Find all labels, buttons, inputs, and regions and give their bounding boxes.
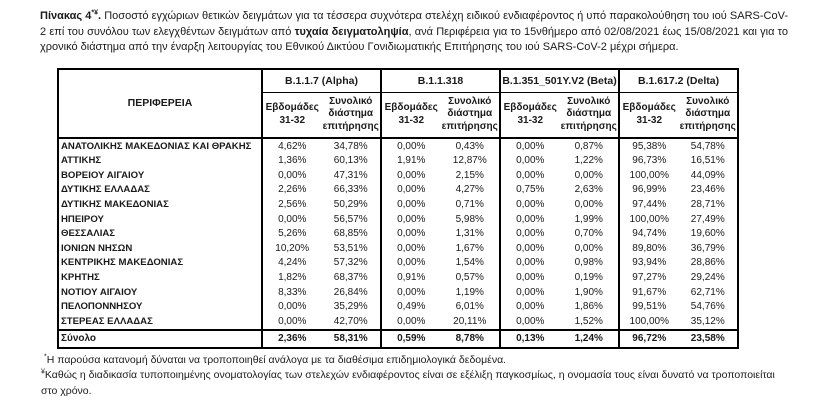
subheader-total-period: Συνολικό διάστημα επιτήρησης <box>679 92 739 138</box>
table-row <box>58 226 738 241</box>
subheader-weeks: Εβδομάδες 31-32 <box>500 92 560 138</box>
value-cell: 0,19% <box>574 271 603 283</box>
value-cell: 54,76% <box>690 301 725 313</box>
total-value-cell: 8,78% <box>441 330 501 349</box>
value-cell: 0,00% <box>500 226 560 241</box>
region-cell: ΒΟΡΕΙΟΥ ΑΙΓΑΙΟΥ <box>61 169 145 181</box>
value-cell: 1,91% <box>381 153 441 168</box>
value-cell: 0,98% <box>574 257 603 269</box>
value-cell: 0,00% <box>381 197 441 212</box>
subheader-total-period: Συνολικό διάστημα επιτήρησης <box>560 92 620 138</box>
table-row <box>58 153 738 168</box>
value-cell: 0,00% <box>381 168 441 183</box>
value-cell: 0,00% <box>381 138 441 154</box>
value-cell: 93,94% <box>619 256 679 271</box>
table-row <box>58 241 738 256</box>
value-cell: 6,01% <box>455 301 484 313</box>
table-caption <box>40 9 788 56</box>
value-cell: 0,57% <box>455 271 484 283</box>
value-cell: 57,32% <box>333 257 368 269</box>
value-cell: 0,70% <box>574 228 603 240</box>
value-cell: 10,20% <box>262 241 322 256</box>
value-cell: 0,00% <box>500 168 560 183</box>
value-cell: 60,13% <box>333 155 368 167</box>
column-header-variant-delta: B.1.617.2 (Delta) <box>619 69 738 93</box>
value-cell: 66,33% <box>333 184 368 196</box>
value-cell: 96,73% <box>619 153 679 168</box>
value-cell: 1,19% <box>455 286 484 298</box>
table-row <box>58 270 738 285</box>
value-cell: 12,87% <box>452 155 487 167</box>
value-cell: 5,98% <box>455 213 484 225</box>
table-row <box>58 197 738 212</box>
column-header-variant-b11318: B.1.1.318 <box>381 69 500 93</box>
value-cell: 68,37% <box>333 271 368 283</box>
header-row-variants <box>58 69 738 93</box>
table-row <box>58 314 738 330</box>
caption-period: . <box>98 10 102 22</box>
value-cell: 34,78% <box>333 140 368 152</box>
value-cell: 54,78% <box>690 140 725 152</box>
value-cell: 99,51% <box>619 299 679 314</box>
value-cell: 8,33% <box>262 285 322 300</box>
total-label: Σύνολο <box>58 330 262 349</box>
value-cell: 42,70% <box>333 315 368 327</box>
total-row <box>58 330 738 349</box>
value-cell: 1,36% <box>262 153 322 168</box>
caption-text-1: Ποσοστό εγχώριων θετικών δειγμάτων για τα τέσσερα συχνότερα στελέχη ειδικού ενδιαφέροντος ή υπό παρακολούθηση του ιού SARS-CoV-2 επί του συνόλου των ελεγχθέντων δειγμάτων από <box>40 10 788 38</box>
table-body <box>58 138 738 330</box>
value-cell: 35,12% <box>690 315 725 327</box>
value-cell: 56,57% <box>333 213 368 225</box>
value-cell: 94,74% <box>619 226 679 241</box>
value-cell: 1,52% <box>574 315 603 327</box>
table-row <box>58 183 738 198</box>
value-cell: 0,00% <box>262 314 322 330</box>
region-cell: ΚΡΗΤΗΣ <box>61 271 100 283</box>
value-cell: 1,22% <box>574 155 603 167</box>
value-cell: 27,49% <box>690 213 725 225</box>
value-cell: 0,00% <box>574 242 603 254</box>
value-cell: 0,00% <box>381 241 441 256</box>
value-cell: 0,49% <box>381 299 441 314</box>
footnote-yen-marker: ¥ <box>41 368 45 376</box>
footnote-nomenclature <box>41 368 788 399</box>
value-cell: 0,00% <box>381 212 441 227</box>
footnote-text: Η παρούσα κατανομή δύναται να τροποποιηθεί ανάλογα με τα διαθέσιμα επιδημιολογικά δεδομένα. <box>46 354 507 366</box>
value-cell: 19,60% <box>690 228 725 240</box>
value-cell: 0,00% <box>381 285 441 300</box>
value-cell: 4,24% <box>262 256 322 271</box>
value-cell: 0,00% <box>500 299 560 314</box>
region-cell: ΣΤΕΡΕΑΣ ΕΛΛΑΔΑΣ <box>61 315 153 327</box>
value-cell: 5,26% <box>262 226 322 241</box>
value-cell: 1,54% <box>455 257 484 269</box>
value-cell: 97,27% <box>619 270 679 285</box>
column-header-region: ΠΕΡΙΦΕΡΕΙΑ <box>58 69 262 138</box>
value-cell: 44,09% <box>690 169 725 181</box>
caption-bold-phrase: τυχαία δειγματοληψία <box>294 25 409 38</box>
variants-by-region-table <box>57 68 739 349</box>
total-value-cell: 23,58% <box>679 330 739 349</box>
table-row <box>58 299 738 314</box>
value-cell: 29,24% <box>690 271 725 283</box>
footnote-text: Καθώς η διαδικασία τυποποιημένης ονοματολογίας των στελεχών ενδιαφέροντος είναι σε εξέλιξη παγκοσμίως, η ονομασία τους είναι δυνατό να τροποποιείται στο χρόνο. <box>41 369 775 397</box>
value-cell: 0,00% <box>500 197 560 212</box>
value-cell: 50,29% <box>333 198 368 210</box>
table-row <box>58 212 738 227</box>
value-cell: 0,00% <box>500 153 560 168</box>
total-value-cell: 0,59% <box>381 330 441 349</box>
value-cell: 1,31% <box>455 228 484 240</box>
value-cell: 0,00% <box>262 168 322 183</box>
value-cell: 36,79% <box>690 242 725 254</box>
caption-text-2: , ανά Περιφέρεια για το 15νθήμερο από 02/08/2021 έως 15/08/2021 και για το χρονικό διάστημα από την έναρξη λειτουργίας του Εθνικού Δικτύου Γονιδιωματικής Επιτήρησης του ιού SARS-CoV-2 μέχρι σήμερα. <box>40 25 788 54</box>
value-cell: 0,00% <box>574 198 603 210</box>
subheader-weeks: Εβδομάδες 31-32 <box>619 92 679 138</box>
footnote-asterisk-marker: * <box>44 353 47 361</box>
value-cell: 100,00% <box>619 212 679 227</box>
table-row <box>58 285 738 300</box>
total-value-cell: 1,24% <box>560 330 620 349</box>
value-cell: 97,44% <box>619 197 679 212</box>
value-cell: 0,00% <box>381 226 441 241</box>
value-cell: 0,00% <box>381 314 441 330</box>
value-cell: 53,51% <box>333 242 368 254</box>
value-cell: 100,00% <box>619 168 679 183</box>
value-cell: 26,84% <box>333 286 368 298</box>
caption-table-number: Πίνακας 4 <box>40 10 92 22</box>
region-cell: ΝΟΤΙΟΥ ΑΙΓΑΙΟΥ <box>61 286 138 298</box>
value-cell: 0,00% <box>500 285 560 300</box>
value-cell: 1,90% <box>574 286 603 298</box>
value-cell: 0,00% <box>262 299 322 314</box>
value-cell: 0,71% <box>455 198 484 210</box>
value-cell: 95,38% <box>619 138 679 154</box>
value-cell: 100,00% <box>619 314 679 330</box>
region-cell: ΔΥΤΙΚΗΣ ΜΑΚΕΔΟΝΙΑΣ <box>61 198 169 210</box>
value-cell: 0,00% <box>574 169 603 181</box>
region-cell: ΗΠΕΙΡΟΥ <box>61 213 104 225</box>
value-cell: 0,75% <box>500 183 560 198</box>
subheader-weeks: Εβδομάδες 31-32 <box>262 92 322 138</box>
value-cell: 20,11% <box>453 315 487 327</box>
value-cell: 0,00% <box>500 241 560 256</box>
footnotes <box>41 353 788 399</box>
value-cell: 1,99% <box>574 213 603 225</box>
value-cell: 2,63% <box>574 184 603 196</box>
value-cell: 0,00% <box>500 138 560 154</box>
caption-superscript: *¥ <box>91 9 99 17</box>
total-value-cell: 96,72% <box>619 330 679 349</box>
value-cell: 2,26% <box>262 183 322 198</box>
footnote-distribution <box>41 353 788 368</box>
value-cell: 0,00% <box>500 256 560 271</box>
column-header-variant-beta: B.1.351_501Y.V2 (Beta) <box>500 69 619 93</box>
value-cell: 35,29% <box>333 301 368 313</box>
value-cell: 0,00% <box>381 183 441 198</box>
region-cell: ΘΕΣΣΑΛΙΑΣ <box>61 228 116 240</box>
table-row <box>58 138 738 154</box>
table-row <box>58 256 738 271</box>
total-value-cell: 0,13% <box>500 330 560 349</box>
column-header-variant-alpha: B.1.1.7 (Alpha) <box>262 69 381 93</box>
subheader-weeks: Εβδομάδες 31-32 <box>381 92 441 138</box>
region-cell: ΔΥΤΙΚΗΣ ΕΛΛΑΔΑΣ <box>61 184 150 196</box>
value-cell: 23,46% <box>690 184 725 196</box>
region-cell: ΙΟΝΙΩΝ ΝΗΣΩΝ <box>61 242 133 254</box>
value-cell: 0,87% <box>574 140 603 152</box>
region-cell: ΚΕΝΤΡΙΚΗΣ ΜΑΚΕΔΟΝΙΑΣ <box>61 257 184 269</box>
region-cell: ΑΝΑΤΟΛΙΚΗΣ ΜΑΚΕΔΟΝΙΑΣ ΚΑΙ ΘΡΑΚΗΣ <box>61 140 252 152</box>
region-cell: ΠΕΛΟΠΟΝΝΗΣΟΥ <box>61 301 143 313</box>
value-cell: 0,00% <box>500 314 560 330</box>
value-cell: 0,00% <box>500 212 560 227</box>
total-value-cell: 58,31% <box>322 330 382 349</box>
value-cell: 4,62% <box>262 138 322 154</box>
region-cell: ΑΤΤΙΚΗΣ <box>61 155 102 167</box>
value-cell: 0,43% <box>455 140 484 152</box>
value-cell: 89,80% <box>619 241 679 256</box>
value-cell: 62,71% <box>690 286 725 298</box>
total-value-cell: 2,36% <box>262 330 322 349</box>
value-cell: 2,15% <box>455 169 484 181</box>
value-cell: 1,86% <box>574 301 603 313</box>
table-row <box>58 168 738 183</box>
value-cell: 16,51% <box>690 155 725 167</box>
value-cell: 1,82% <box>262 270 322 285</box>
value-cell: 4,27% <box>455 184 484 196</box>
value-cell: 47,31% <box>333 169 368 181</box>
value-cell: 0,00% <box>381 256 441 271</box>
value-cell: 1,67% <box>455 242 484 254</box>
value-cell: 96,99% <box>619 183 679 198</box>
value-cell: 2,56% <box>262 197 322 212</box>
subheader-total-period: Συνολικό διάστημα επιτήρησης <box>322 92 382 138</box>
value-cell: 0,00% <box>500 270 560 285</box>
value-cell: 28,86% <box>690 257 725 269</box>
value-cell: 68,85% <box>333 228 368 240</box>
subheader-total-period: Συνολικό διάστημα επιτήρησης <box>441 92 501 138</box>
value-cell: 0,91% <box>381 270 441 285</box>
value-cell: 0,00% <box>262 212 322 227</box>
value-cell: 28,71% <box>690 198 725 210</box>
value-cell: 91,67% <box>619 285 679 300</box>
